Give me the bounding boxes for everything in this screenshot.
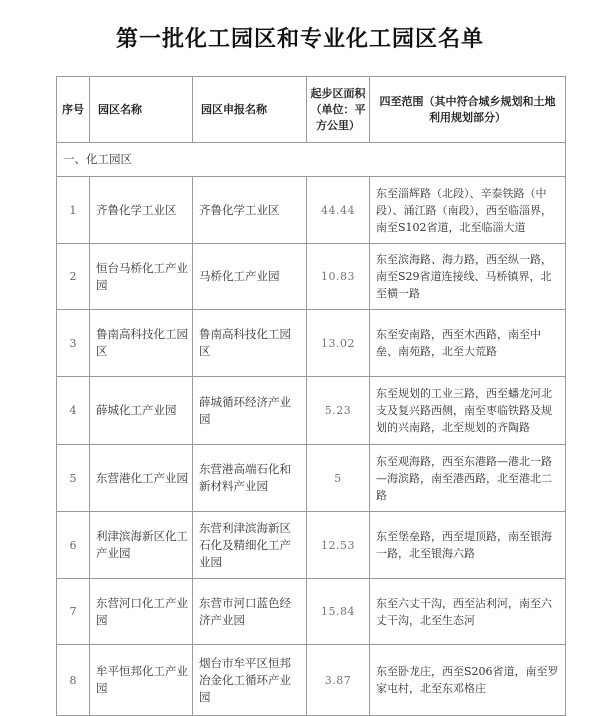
scope-text: 东至堡垒路，西至堤顶路，南至银海一路，北至银海六路: [370, 512, 566, 579]
table-row: [57, 645, 566, 716]
row-number: 1: [57, 177, 90, 244]
park-name: 齐鲁化学工业区: [90, 177, 193, 244]
area-value: 15.84: [307, 579, 370, 645]
row-number: 2: [57, 244, 90, 310]
page-title: 第一批化工园区和专业化工园区名单: [115, 26, 484, 52]
header-no: 序号: [57, 77, 90, 143]
park-name: 牟平恒邦化工产业园: [90, 645, 193, 716]
table-row: [57, 177, 566, 244]
row-number: 6: [57, 512, 90, 579]
header-park-name: 园区名称: [90, 77, 193, 143]
table-row: [57, 310, 566, 377]
declare-name: 齐鲁化学工业区: [193, 177, 307, 244]
park-name: 恒台马桥化工产业园: [90, 244, 193, 310]
declare-name: 马桥化工产业园: [193, 244, 307, 310]
area-value: 44.44: [307, 177, 370, 244]
scope-text: 东至规划的工业三路，西至蟠龙河北支及复兴路西侧，南至枣临铁路及规划的兴南路，北至规划的齐陶路: [370, 377, 566, 445]
park-name: 东营河口化工产业园: [90, 579, 193, 645]
declare-name: 薛城循环经济产业园: [193, 377, 307, 445]
table-row: [57, 377, 566, 445]
declare-name: 烟台市牟平区恒邦冶金化工循环产业园: [193, 645, 307, 716]
park-list-table: [56, 76, 566, 716]
declare-name: 东营市河口蓝色经济产业园: [193, 579, 307, 645]
declare-name: 东营利津滨海新区石化及精细化工产业园: [193, 512, 307, 579]
declare-name: 鲁南高科技化工园区: [193, 310, 307, 377]
declare-name: 东营港高端石化和新材料产业园: [193, 445, 307, 512]
scope-text: 东至六丈干沟，西至沾利河，南至六丈干沟，北至生态河: [370, 579, 566, 645]
row-number: 5: [57, 445, 90, 512]
row-number: 8: [57, 645, 90, 716]
area-value: 3.87: [307, 645, 370, 716]
scope-text: 东至滨海路、海力路，西至纵一路，南至S29省道连接线、马桥镇界，北至横一路: [370, 244, 566, 310]
row-number: 3: [57, 310, 90, 377]
area-value: 5: [307, 445, 370, 512]
table-row: [57, 244, 566, 310]
section-row: [57, 143, 566, 177]
table-header-row: [57, 77, 566, 143]
scope-text: 东至观海路，西至东港路—港北一路—海滨路，南至港西路，北至港北二路: [370, 445, 566, 512]
park-name: 薛城化工产业园: [90, 377, 193, 445]
table-row: [57, 512, 566, 579]
table-row: [57, 445, 566, 512]
area-value: 13.02: [307, 310, 370, 377]
park-name: 鲁南高科技化工园区: [90, 310, 193, 377]
header-declare-name: 园区申报名称: [193, 77, 307, 143]
header-area: 起步区面积（单位：平方公里）: [307, 77, 370, 143]
park-name: 利津滨海新区化工产业园: [90, 512, 193, 579]
scope-text: 东至淄辉路（北段）、辛泰铁路（中段）、涌江路（南段），西至临淄界，南至S102省道，北至临淄大道: [370, 177, 566, 244]
scope-text: 东至卧龙庄，西至S206省道，南至罗家屯村，北至东邓格庄: [370, 645, 566, 716]
park-name: 东营港化工产业园: [90, 445, 193, 512]
section-title: 一、化工园区: [57, 143, 566, 177]
area-value: 10.83: [307, 244, 370, 310]
row-number: 4: [57, 377, 90, 445]
row-number: 7: [57, 579, 90, 645]
area-value: 5.23: [307, 377, 370, 445]
area-value: 12.53: [307, 512, 370, 579]
scope-text: 东至安南路，西至木西路，南至中垒、南苑路，北至大荒路: [370, 310, 566, 377]
header-scope: 四至范围（其中符合城乡规划和土地利用规划部分）: [370, 77, 566, 143]
table-row: [57, 579, 566, 645]
